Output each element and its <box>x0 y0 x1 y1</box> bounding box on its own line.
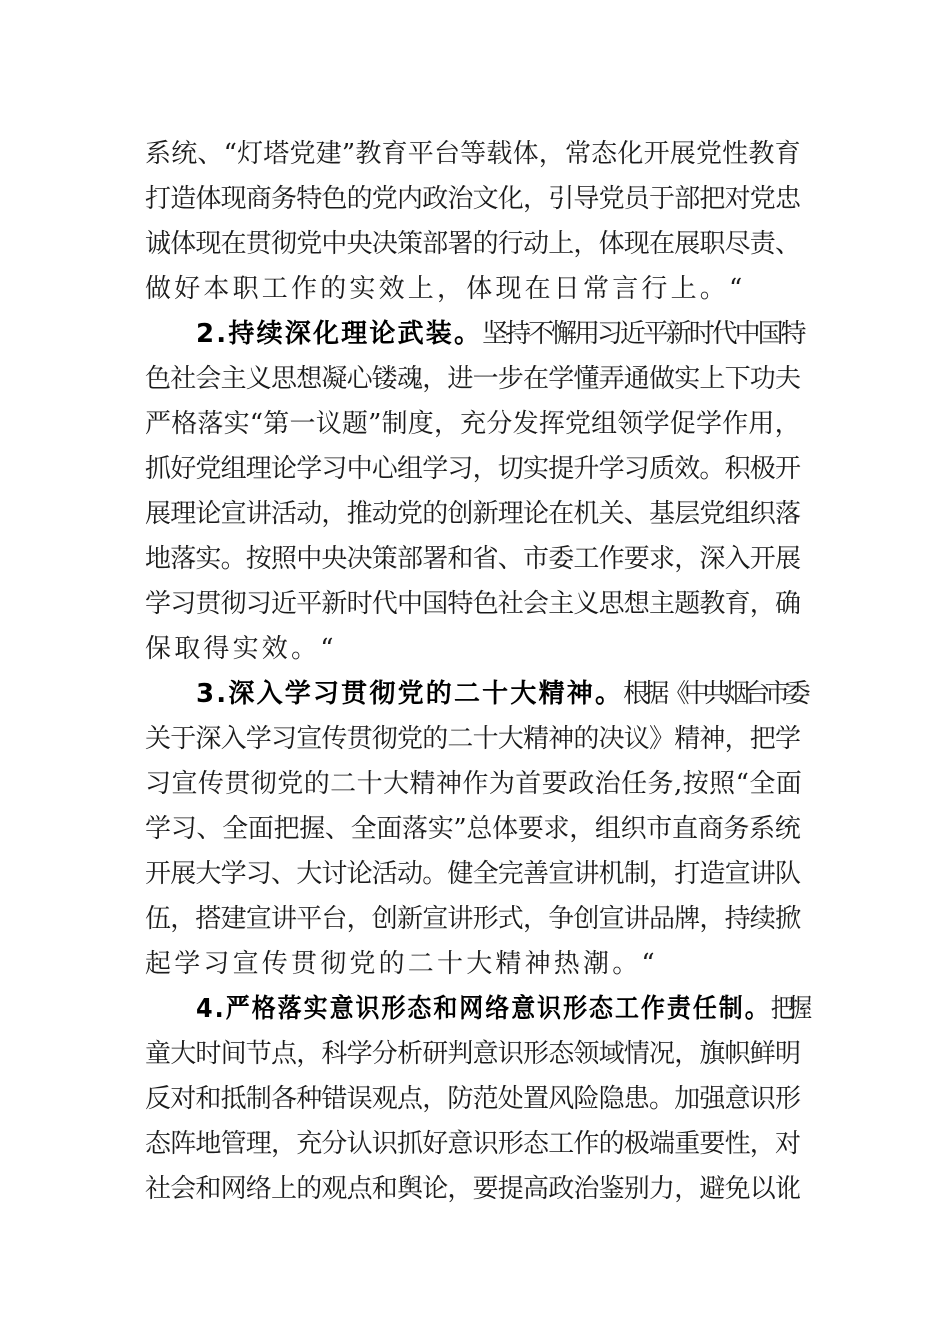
text-line <box>145 267 746 311</box>
line-text: 开展大学习、大讨论活动。健全完善宣讲机制，打造宣讲队 <box>145 859 801 889</box>
text-line <box>145 1122 800 1166</box>
line-text: 系统、“灯塔党建”教育平台等载体，常态化开展党性教育 <box>145 139 801 169</box>
line-text: 态阵地管理，充分认识抓好意识形态工作的极端重要性，对 <box>145 1129 801 1159</box>
line-text: 抓好党组理论学习中心组学习，切实提升学习质效。积极开 <box>145 454 801 484</box>
text-line <box>145 852 800 896</box>
line-text: 诚体现在贯彻党中央决策部署的行动上，体现在展职尽责、 <box>145 229 801 259</box>
line-text: 反对和抵制各种错误观点，防范处置风险隐患。加强意识形 <box>145 1084 801 1114</box>
line-text: 展理论宣讲活动，推动党的创新理论在机关、基层党组织落 <box>145 499 801 529</box>
line-text: 关于深入学习宣传贯彻党的二十大精神的决议》精神，把学 <box>145 724 801 754</box>
text-line <box>145 537 800 581</box>
text-line <box>145 1167 800 1211</box>
line-text: 童大时间节点，科学分析研判意识形态领域情况，旗帜鲜明 <box>145 1039 801 1069</box>
line-text: 社会和网络上的观点和舆论，要提高政治鉴别力，避免以讹 <box>145 1174 801 1204</box>
line-text: 学习、全面把握、全面落实”总体要求，组织市直商务系统 <box>145 814 801 844</box>
line-text: 根据《中共烟台市委 <box>623 679 805 709</box>
text-line <box>145 222 800 266</box>
text-line <box>145 942 658 986</box>
line-text: 严格落实“第一议题”制度，充分发挥党组领学促学作用， <box>145 409 801 439</box>
line-text: 起学习宣传贯彻党的二十大精神热潮。“ <box>145 949 658 979</box>
text-line <box>145 582 800 626</box>
line-text: 习宣传贯彻党的二十大精神作为首要政治任务,按照“全面 <box>145 769 803 799</box>
section-heading: 3.深入学习贯彻党的二十大精神。 <box>196 679 624 709</box>
section-heading-line <box>196 312 803 356</box>
text-line <box>145 897 800 941</box>
text-line <box>145 402 801 446</box>
text-line <box>145 1032 800 1076</box>
line-text: 打造体现商务特色的党内政治文化，引导党员于部把对党忠 <box>145 184 801 214</box>
text-line <box>145 627 337 671</box>
section-heading: 4.严格落实意识形态和网络意识形态工作责任制。 <box>196 994 771 1024</box>
line-text: 做好本职工作的实效上，体现在日常言行上。“ <box>145 274 746 304</box>
text-line <box>145 1077 800 1121</box>
text-line <box>145 447 800 491</box>
section-heading-line <box>196 987 806 1031</box>
line-text: 学习贯彻习近平新时代中国特色社会主义思想主题教育，确 <box>145 589 801 619</box>
text-line <box>145 717 800 761</box>
line-text: 色社会主义思想凝心镂魂，进一步在学懂弄通做实上下功夫 <box>145 364 801 394</box>
section-heading-line <box>196 672 805 716</box>
text-line <box>145 492 800 536</box>
text-line <box>145 357 800 401</box>
text-line <box>145 807 801 851</box>
line-text: 把握 <box>770 994 807 1024</box>
text-line <box>145 132 801 176</box>
section-heading: 2.持续深化理论武装。 <box>196 319 483 349</box>
line-text: 伍，搭建宣讲平台，创新宣讲形式，争创宣讲品牌，持续掀 <box>145 904 801 934</box>
text-line <box>145 177 800 221</box>
line-text: 坚持不懈用习近平新时代中国特 <box>482 319 804 349</box>
text-line <box>145 762 802 806</box>
line-text: 保取得实效。“ <box>145 634 337 664</box>
line-text: 地落实。按照中央决策部署和省、市委工作要求，深入开展 <box>145 544 801 574</box>
